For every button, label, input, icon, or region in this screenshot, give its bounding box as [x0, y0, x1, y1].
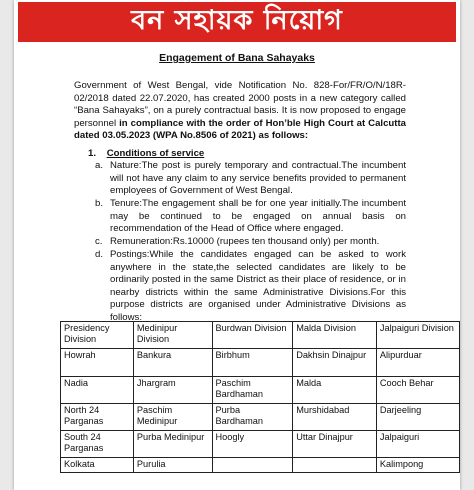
section-heading — [88, 148, 204, 159]
table-cell: Murshidabad — [293, 404, 377, 431]
condition-text: Remuneration:Rs.10000 (rupees ten thousand only) per month. — [110, 236, 380, 247]
table-cell: Hoogly — [212, 431, 293, 458]
table-cell: Cooch Behar — [376, 377, 459, 404]
table-cell: South 24 Parganas — [61, 431, 134, 458]
table-cell: Paschim Medinipur — [133, 404, 212, 431]
table-cell: Malda — [293, 377, 377, 404]
table-cell: Dakhsin Dinajpur — [293, 349, 377, 377]
table-row — [61, 458, 460, 473]
table-cell: Purulia — [133, 458, 212, 473]
condition-item — [95, 249, 406, 325]
table-cell — [212, 458, 293, 473]
table-cell: Burdwan Division — [212, 322, 293, 349]
table-cell: Nadia — [61, 377, 134, 404]
divisions-table — [60, 321, 460, 473]
table-cell: Purba Bardhaman — [212, 404, 293, 431]
document-page — [14, 0, 460, 490]
table-cell: Howrah — [61, 349, 134, 377]
table-cell — [293, 458, 377, 473]
table-cell: Paschim Bardhaman — [212, 377, 293, 404]
table-cell: Jalpaiguri Division — [376, 322, 459, 349]
intro-paragraph — [74, 80, 406, 143]
condition-marker: d. — [95, 249, 104, 260]
table-cell: Kolkata — [61, 458, 134, 473]
table-cell: Darjeeling — [376, 404, 459, 431]
table-cell: Malda Division — [293, 322, 377, 349]
condition-item — [95, 236, 406, 249]
document-title: Engagement of Bana Sahayaks — [159, 52, 315, 64]
table-cell: Jalpaiguri — [376, 431, 459, 458]
table-cell: Jhargram — [133, 377, 212, 404]
table-row — [61, 431, 460, 458]
table-row — [61, 404, 460, 431]
condition-text: Tenure:The engagement shall be for one year initially.The incumbent may be continued to be engaged on annual basis on recommendation of the Head of Office where engaged. — [110, 198, 406, 235]
table-cell: Presidency Division — [61, 322, 134, 349]
table-cell: Kalimpong — [376, 458, 459, 473]
table-cell: Medinipur Division — [133, 322, 212, 349]
condition-marker: c. — [95, 236, 103, 247]
condition-item — [95, 198, 406, 236]
section-number: 1. — [88, 148, 97, 159]
condition-item — [95, 160, 406, 198]
table-row — [61, 349, 460, 377]
table-cell: Purba Medinipur — [133, 431, 212, 458]
title-banner — [18, 2, 456, 42]
condition-marker: b. — [95, 198, 104, 209]
intro-text: Government of West Bengal, vide Notification No. 828-For/FR/O/N/18R-02/2018 dated 22.07.2020, has created 2000 posts in a new category called “Bana Sahayaks”, on a purely contractual basis. It is now proposed to engage personnel — [74, 80, 406, 129]
condition-text: Postings:While the candidates engaged can be asked to work anywhere in the state,the selected candidates are likely to be ordinarily posted in the same District as their place of residence, or in nearby districts within the same Administrative Divisions.For this purpose districts are organised under Administrative Divisions as follows: — [110, 249, 406, 323]
intro-bold-text: in compliance with the order of Hon’ble High Court at Calcutta dated 03.05.2023 (WPA No.8506 of 2021) as follows: — [74, 117, 406, 142]
condition-text: Nature:The post is purely temporary and contractual.The incumbent will not have any claim to any service benefits provided to permanent employees of Government of West Bengal. — [110, 160, 406, 197]
table-cell: Alipurduar — [376, 349, 459, 377]
table-cell: Bankura — [133, 349, 212, 377]
condition-marker: a. — [95, 160, 104, 171]
table-row — [61, 377, 460, 404]
table-cell: North 24 Parganas — [61, 404, 134, 431]
banner-title: বন সহায়ক নিয়োগ — [131, 4, 343, 36]
table-cell: Birbhum — [212, 349, 293, 377]
table-cell: Uttar Dinajpur — [293, 431, 377, 458]
table-row — [61, 322, 460, 349]
section-label: Conditions of service — [106, 148, 205, 159]
